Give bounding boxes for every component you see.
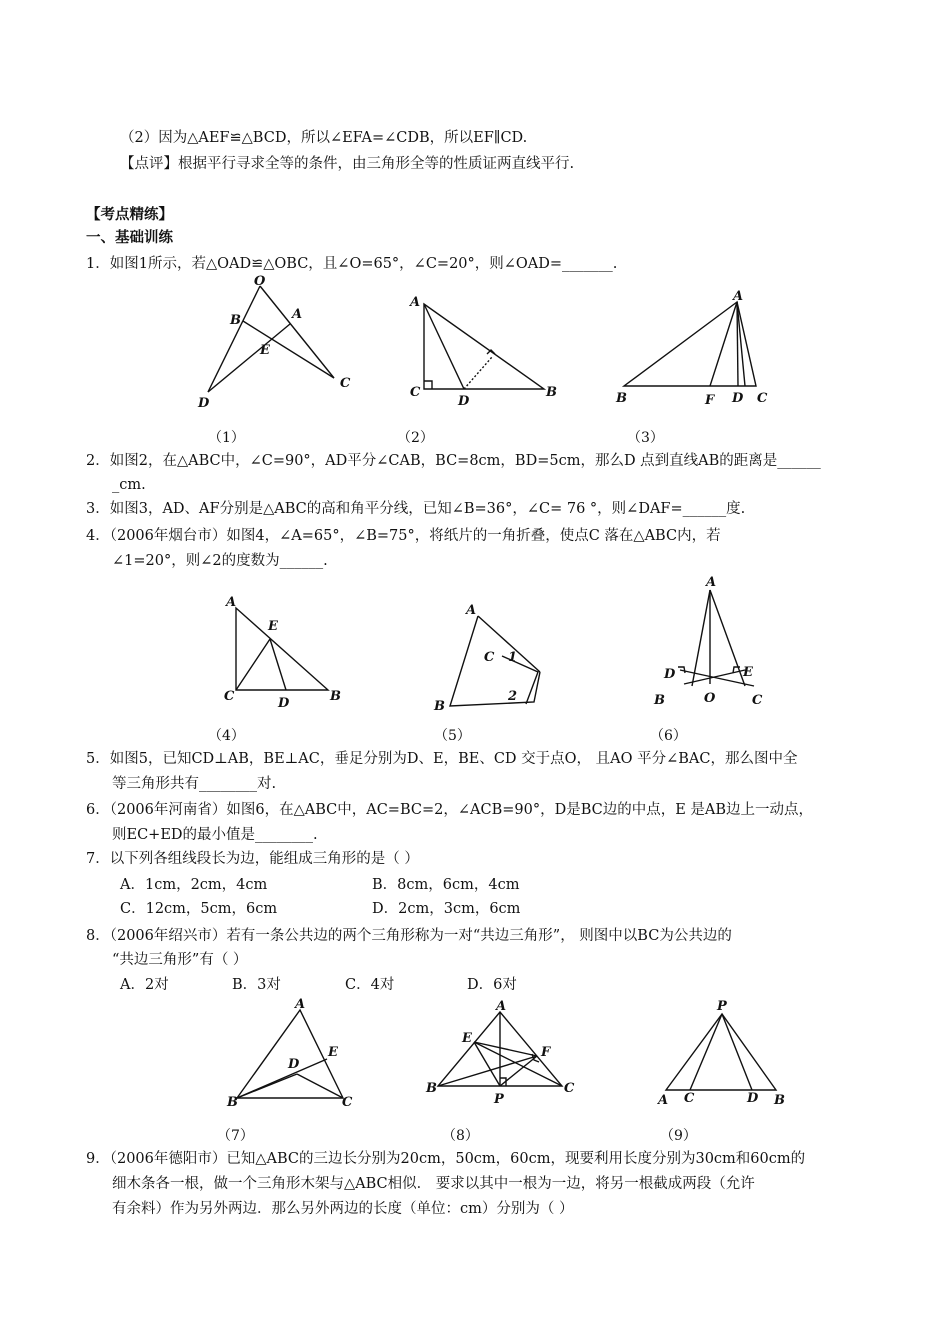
f5-label-2: 2 bbox=[508, 689, 518, 704]
f3-label-d: D bbox=[732, 391, 744, 406]
f4-label-c: C bbox=[224, 689, 235, 704]
f4-line-ed bbox=[270, 639, 286, 690]
question-9-line-2: 细木条各一根，做一个三角形木架与△ABC相似． 要求以其中一根为一边，将另一根截成两段（允许 bbox=[112, 1176, 755, 1192]
f6-label-a: A bbox=[706, 575, 717, 590]
f1-label-e: E bbox=[260, 343, 270, 358]
caption-8: （8） bbox=[442, 1128, 479, 1144]
f1-label-o: O bbox=[254, 274, 266, 289]
caption-3: （3） bbox=[627, 430, 664, 446]
f7-label-b: B bbox=[227, 1095, 238, 1110]
caption-7: （7） bbox=[217, 1128, 254, 1144]
question-7-option-b: B．8cm，6cm，4cm bbox=[372, 877, 520, 893]
question-5-line-1: 5．如图5，已知CD⊥AB，BE⊥AC，垂足分别为D、E，BE、CD 交于点O， 且AO 平分∠BAC，那么图中全 bbox=[86, 751, 798, 767]
question-2-line-2: _cm. bbox=[112, 477, 146, 493]
f9-line-pd bbox=[722, 1014, 752, 1090]
caption-1: （1） bbox=[208, 430, 245, 446]
f8-label-p: P bbox=[494, 1092, 504, 1107]
intro-line-2: 【点评】根据平行寻求全等的条件，由三角形全等的性质证两直线平行. bbox=[120, 156, 575, 172]
figure-4 bbox=[220, 592, 350, 712]
caption-5: （5） bbox=[434, 728, 471, 744]
f4-line-ec bbox=[236, 639, 270, 690]
f5-label-b: B bbox=[434, 699, 445, 714]
section-title: 【考点精练】 bbox=[86, 206, 173, 223]
question-4-line-1: 4．（2006年烟台市）如图4，∠A=65°，∠B=75°，将纸片的一角折叠，使点C 落在△ABC内，若 bbox=[86, 528, 721, 544]
f7-label-c: C bbox=[342, 1095, 353, 1110]
f6-label-e: E bbox=[743, 665, 753, 680]
f7-label-a: A bbox=[295, 998, 306, 1012]
figure-8 bbox=[422, 1000, 582, 1125]
f1-label-c: C bbox=[340, 376, 351, 391]
f3-line-af bbox=[710, 302, 737, 386]
question-6-line-1: 6．（2006年河南省）如图6，在△ABC中，AC=BC=2，∠ACB=90°，D是BC边的中点，E 是AB边上一动点， bbox=[86, 802, 814, 818]
f8-label-b: B bbox=[426, 1081, 437, 1096]
question-8-option-c: C．4对 bbox=[345, 977, 395, 993]
question-7-option-c: C．12cm，5cm，6cm bbox=[120, 901, 278, 917]
figure-9 bbox=[652, 996, 802, 1116]
question-6-line-2: 则EC+ED的最小值是________. bbox=[112, 827, 318, 843]
question-3: 3．如图3，AD、AF分别是△ABC的高和角平分线，已知∠B=36°，∠C= 76 °，则∠DAF=______度. bbox=[86, 501, 746, 517]
f7-label-e: E bbox=[328, 1045, 338, 1060]
f8-label-c: C bbox=[564, 1081, 575, 1096]
question-8-option-a: A．2对 bbox=[120, 977, 169, 993]
f2-triangle bbox=[424, 304, 544, 389]
f5-outline bbox=[450, 616, 540, 706]
f9-triangle bbox=[666, 1014, 776, 1090]
f9-label-p: P bbox=[717, 999, 727, 1014]
question-7: 7．以下列各组线段长为边，能组成三角形的是（ ） bbox=[86, 851, 419, 867]
question-4-line-2: ∠1=20°，则∠2的度数为______. bbox=[112, 553, 328, 569]
f4-label-e: E bbox=[268, 619, 278, 634]
f4-label-b: B bbox=[330, 689, 341, 704]
figure-3 bbox=[612, 284, 782, 409]
f4-label-a: A bbox=[226, 595, 237, 610]
f8-label-e: E bbox=[462, 1031, 472, 1046]
f6-label-d: D bbox=[664, 667, 676, 682]
f2-label-d: D bbox=[458, 394, 470, 409]
f4-label-d: D bbox=[278, 696, 290, 711]
f8-label-f: F bbox=[541, 1045, 551, 1060]
f9-label-b: B bbox=[774, 1093, 785, 1108]
question-5-line-2: 等三角形共有________对. bbox=[112, 776, 277, 792]
question-8-line-2: “共边三角形”有（ ） bbox=[112, 952, 248, 968]
f3-label-c: C bbox=[757, 391, 768, 406]
question-9-line-3: 有余料）作为另外两边．那么另外两边的长度（单位：cm）分别为（ ） bbox=[112, 1201, 574, 1217]
f8-label-a: A bbox=[496, 1000, 507, 1014]
f6-label-c: C bbox=[752, 693, 763, 708]
f9-label-d: D bbox=[747, 1091, 759, 1106]
caption-6: （6） bbox=[650, 728, 687, 744]
f9-label-c: C bbox=[684, 1091, 695, 1106]
figure-2 bbox=[402, 288, 572, 413]
caption-2: （2） bbox=[397, 430, 434, 446]
question-1: 1．如图1所示，若△OAD≌△OBC，且∠O=65°，∠C=20°，则∠OAD=_______. bbox=[86, 256, 618, 272]
f2-label-a: A bbox=[410, 295, 421, 310]
question-8-option-d: D．6对 bbox=[467, 977, 517, 993]
question-8-option-b: B．3对 bbox=[232, 977, 281, 993]
subsection-title: 一、基础训练 bbox=[86, 229, 173, 246]
f9-label-a: A bbox=[658, 1093, 669, 1108]
caption-4: （4） bbox=[208, 728, 245, 744]
f1-line-oc bbox=[260, 286, 334, 378]
question-7-option-a: A．1cm，2cm，4cm bbox=[120, 877, 268, 893]
f2-line-ad bbox=[424, 304, 464, 389]
f1-label-b: B bbox=[230, 313, 241, 328]
f5-label-1: 1 bbox=[508, 650, 518, 665]
figure-1 bbox=[190, 272, 360, 412]
f5-label-c: C bbox=[484, 650, 495, 665]
f7-line-dc bbox=[297, 1074, 343, 1098]
f6-line-ab bbox=[692, 590, 710, 686]
caption-9: （9） bbox=[660, 1128, 697, 1144]
question-7-option-d: D．2cm，3cm，6cm bbox=[372, 901, 521, 917]
f3-label-b: B bbox=[616, 391, 627, 406]
f5-label-a: A bbox=[466, 603, 477, 618]
question-9-line-1: 9．（2006年德阳市）已知△ABC的三边长分别为20cm，50cm，60cm，现要利用长度分别为30cm和60cm的 bbox=[86, 1151, 806, 1167]
f7-label-d: D bbox=[288, 1057, 300, 1072]
f1-label-d: D bbox=[198, 396, 210, 411]
f3-label-f: F bbox=[705, 393, 715, 408]
question-8-line-1: 8．（2006年绍兴市）若有一条公共边的两个三角形称为一对“共边三角形”， 则图中以BC为公共边的 bbox=[86, 928, 732, 944]
f2-label-c: C bbox=[410, 385, 421, 400]
figure-6 bbox=[650, 574, 770, 714]
f3-triangle bbox=[624, 302, 756, 386]
f1-line-od bbox=[208, 286, 260, 392]
figure-5 bbox=[420, 596, 560, 716]
question-2-line-1: 2．如图2，在△ABC中，∠C=90°，AD平分∠CAB，BC=8cm，BD=5cm，那么D 点到直线AB的距离是______ bbox=[86, 453, 821, 469]
f8-line-bf bbox=[438, 1056, 537, 1086]
intro-line-1: （2）因为△AEF≌△BCD，所以∠EFA=∠CDB，所以EF∥CD. bbox=[120, 130, 528, 146]
f6-label-o: O bbox=[704, 691, 716, 706]
f1-line-bc bbox=[243, 321, 334, 378]
f2-label-b: B bbox=[546, 385, 557, 400]
f1-line-ad bbox=[208, 324, 290, 392]
f1-label-a: A bbox=[292, 307, 303, 322]
f2-perpendicular bbox=[464, 357, 492, 389]
f6-label-b: B bbox=[654, 693, 665, 708]
figure-7 bbox=[225, 998, 365, 1118]
f2-right-angle-c bbox=[424, 381, 432, 389]
f3-label-a: A bbox=[733, 289, 744, 304]
